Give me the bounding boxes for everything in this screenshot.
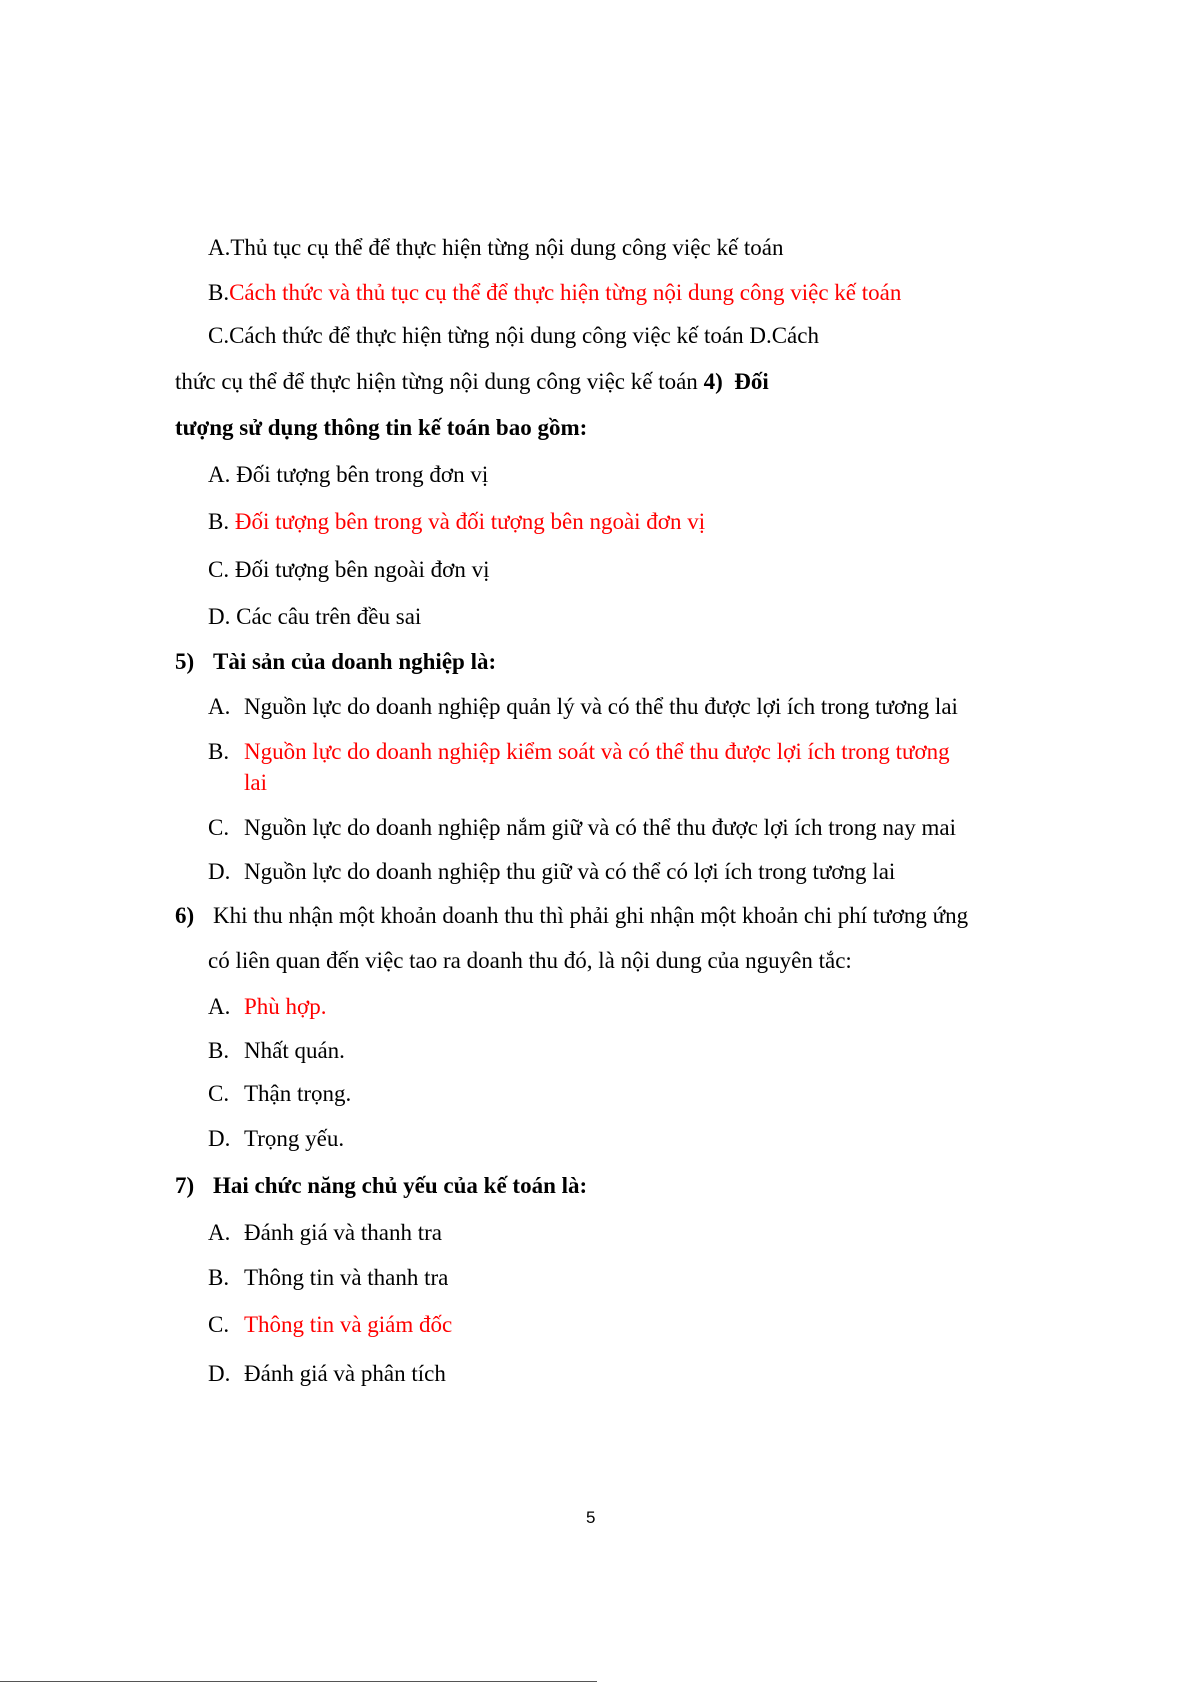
q4-option-b: B. Đối tượng bên trong và đối tượng bên ngoài đơn vị <box>208 509 706 534</box>
q6-title-continuation: có liên quan đến việc tao ra doanh thu đó, là nội dung của nguyên tắc: <box>208 948 852 973</box>
q4-option-a: A. Đối tượng bên trong đơn vị <box>208 462 489 487</box>
q6-title: 6) Khi thu nhận một khoản doanh thu thì phải ghi nhận một khoản chi phí tương ứng <box>175 901 968 931</box>
page-number: 5 <box>586 1508 596 1527</box>
q6-option-a: A. Phù hợp. <box>208 994 327 1019</box>
q3-option-a: A.Thủ tục cụ thể để thực hiện từng nội dung công việc kế toán <box>208 235 784 260</box>
q7-option-c-correct: Thông tin và giám đốc <box>244 1312 453 1337</box>
q4-option-d: D. Các câu trên đều sai <box>208 604 422 629</box>
q7-option-c: C. Thông tin và giám đốc <box>208 1312 453 1337</box>
q5-option-b: B. Nguồn lực do doanh nghiệp kiểm soát và có thể thu được lợi ích trong tương <box>208 739 950 764</box>
footer-divider <box>0 1681 597 1682</box>
q4-option-c: C. Đối tượng bên ngoài đơn vị <box>208 557 490 582</box>
q7-option-b: B. Thông tin và thanh tra <box>208 1265 449 1290</box>
q6-option-c: C. Thận trọng. <box>208 1081 352 1106</box>
q7-option-a: A. Đánh giá và thanh tra <box>208 1220 442 1245</box>
q6-option-b: B. Nhất quán. <box>208 1038 345 1063</box>
q7-option-d: D. Đánh giá và phân tích <box>208 1361 446 1386</box>
q5-option-b-continuation: lai <box>244 770 267 795</box>
q3-option-d-continuation: thức cụ thể để thực hiện từng nội dung công việc kế toán 4) Đối <box>175 369 769 394</box>
q4-option-b-correct: Đối tượng bên trong và đối tượng bên ngoài đơn vị <box>234 509 706 534</box>
q6-number: 6) <box>175 903 195 928</box>
q5-option-d: D. Nguồn lực do doanh nghiệp thu giữ và có thể có lợi ích trong tương lai <box>208 859 896 884</box>
q5-option-c: C. Nguồn lực do doanh nghiệp nắm giữ và có thể thu được lợi ích trong nay mai <box>208 815 956 840</box>
q5-title: 5) Tài sản của doanh nghiệp là: <box>175 649 497 674</box>
q4-title-start: Đối <box>734 369 769 394</box>
q6-option-d: D. Trọng yếu. <box>208 1126 345 1151</box>
q3-option-b-correct: Cách thức và thủ tục cụ thể để thực hiện từng nội dung công việc kế toán <box>229 280 902 305</box>
q4-number: 4) <box>703 369 723 394</box>
q3-option-c: C.Cách thức để thực hiện từng nội dung công việc kế toán D.Cách <box>208 323 819 348</box>
q3-option-b: B.Cách thức và thủ tục cụ thể để thực hiện từng nội dung công việc kế toán <box>208 280 902 305</box>
q5-option-b-correct: Nguồn lực do doanh nghiệp kiểm soát và có thể thu được lợi ích trong tương <box>244 739 950 764</box>
q4-title: tượng sử dụng thông tin kế toán bao gồm: <box>175 415 588 440</box>
q7-title: 7) Hai chức năng chủ yếu của kế toán là: <box>175 1173 588 1198</box>
q5-option-a: A. Nguồn lực do doanh nghiệp quản lý và có thể thu được lợi ích trong tương lai <box>208 694 958 719</box>
q6-option-a-correct: Phù hợp. <box>244 994 327 1019</box>
